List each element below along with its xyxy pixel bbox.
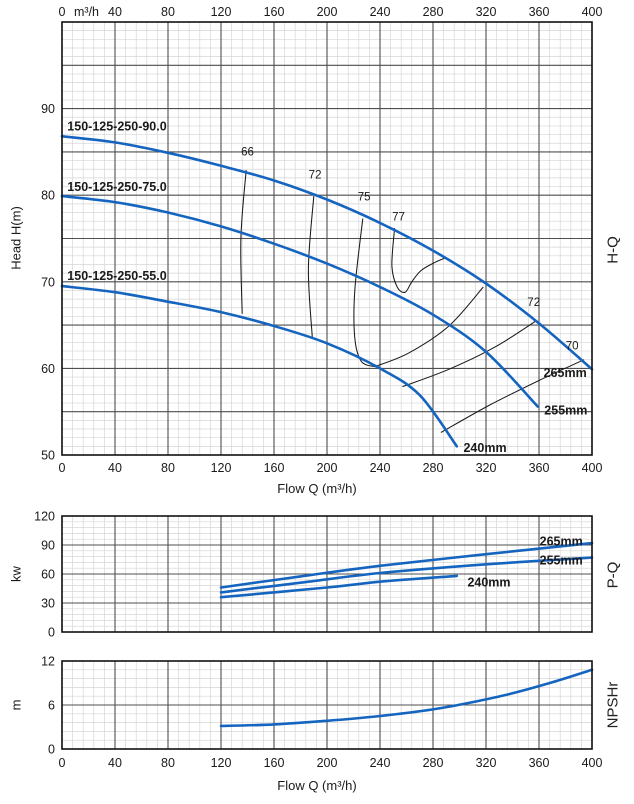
hq-grid-major xyxy=(62,22,592,455)
svg-text:360: 360 xyxy=(528,756,550,770)
hq-model-label-1: 150-125-250-75.0 xyxy=(67,179,167,194)
svg-text:50: 50 xyxy=(41,448,55,463)
svg-text:0: 0 xyxy=(58,5,66,19)
svg-text:200: 200 xyxy=(316,5,338,19)
pq-impeller-label-265mm: 265mm xyxy=(539,534,583,549)
np-plot xyxy=(41,655,602,771)
svg-text:400: 400 xyxy=(581,5,603,19)
svg-text:80: 80 xyxy=(161,461,175,475)
hq-y-tick-labels xyxy=(41,102,55,462)
pq-plot xyxy=(34,510,592,640)
hq-efficiency-contour-77 xyxy=(392,228,446,292)
svg-text:240: 240 xyxy=(369,461,391,475)
svg-text:240: 240 xyxy=(369,5,391,19)
npshr-section-label: NPSHr xyxy=(604,681,622,729)
svg-text:120: 120 xyxy=(210,461,232,475)
svg-text:90: 90 xyxy=(41,538,55,553)
svg-text:70: 70 xyxy=(41,275,55,290)
pq-y-axis-title: kw xyxy=(8,566,24,582)
svg-text:320: 320 xyxy=(475,756,497,770)
hq-efficiency-contour-75 xyxy=(354,219,375,367)
svg-text:30: 30 xyxy=(41,596,55,611)
pq-y-tick-labels xyxy=(34,510,55,640)
svg-text:80: 80 xyxy=(161,756,175,770)
hq-x-tick-labels-bottom xyxy=(59,461,603,475)
svg-text:6: 6 xyxy=(48,698,55,713)
hq-efficiency-contour-66 xyxy=(241,170,246,314)
hq-model-label-2: 150-125-250-55.0 xyxy=(67,269,167,284)
hq-impeller-label-255mm: 255mm xyxy=(544,403,588,418)
svg-text:280: 280 xyxy=(422,756,444,770)
hq-impeller-label-265mm: 265mm xyxy=(543,366,587,381)
pq-impeller-label-240mm: 240mm xyxy=(467,575,511,590)
top-axis-unit: m³/h xyxy=(74,5,99,19)
npshr-x-axis-title: Flow Q (m³/h) xyxy=(277,778,357,793)
svg-text:0: 0 xyxy=(58,756,66,770)
hq-impeller-label-240mm: 240mm xyxy=(463,440,507,455)
svg-text:40: 40 xyxy=(108,5,122,19)
hq-efficiency-label-0: 66 xyxy=(241,146,254,159)
svg-text:0: 0 xyxy=(58,461,66,475)
svg-text:40: 40 xyxy=(108,461,122,475)
svg-text:120: 120 xyxy=(210,756,232,770)
svg-text:360: 360 xyxy=(528,461,550,475)
svg-text:80: 80 xyxy=(41,188,55,203)
hq-efficiency-label-5: 70 xyxy=(565,340,579,353)
svg-text:40: 40 xyxy=(108,756,122,770)
hq-efficiency-contour-72 xyxy=(308,196,313,339)
hq-y-axis-title: Head H(m) xyxy=(8,206,24,270)
hq-plot xyxy=(41,5,602,475)
svg-text:80: 80 xyxy=(161,5,175,19)
svg-text:60: 60 xyxy=(41,567,55,582)
pq-section-label: P-Q xyxy=(604,561,622,589)
np-x-tick-labels-bottom xyxy=(59,756,603,770)
svg-text:160: 160 xyxy=(263,756,285,770)
hq-section-label: H-Q xyxy=(604,236,622,264)
svg-text:400: 400 xyxy=(581,461,603,475)
svg-text:0: 0 xyxy=(48,742,55,757)
svg-text:240: 240 xyxy=(369,756,391,770)
hq-x-tick-labels-top xyxy=(59,5,603,19)
pq-impeller-label-255mm: 255mm xyxy=(539,553,583,568)
svg-text:90: 90 xyxy=(41,102,55,117)
hq-x-axis-title: Flow Q (m³/h) xyxy=(277,481,357,496)
svg-text:320: 320 xyxy=(475,461,497,475)
hq-curve-255mm xyxy=(62,196,541,406)
svg-text:120: 120 xyxy=(34,509,55,524)
np-grid-major xyxy=(62,661,592,749)
hq-efficiency-label-4: 72 xyxy=(527,297,541,310)
hq-model-label-0: 150-125-250-90.0 xyxy=(67,119,167,134)
hq-efficiency-label-1: 72 xyxy=(308,169,322,182)
svg-text:0: 0 xyxy=(48,625,55,640)
svg-text:400: 400 xyxy=(581,756,603,770)
svg-text:320: 320 xyxy=(475,5,497,19)
hq-efficiency-label-3: 77 xyxy=(392,211,405,224)
svg-text:280: 280 xyxy=(422,461,444,475)
svg-text:12: 12 xyxy=(41,654,55,669)
svg-text:160: 160 xyxy=(263,5,285,19)
svg-text:360: 360 xyxy=(528,5,550,19)
svg-text:60: 60 xyxy=(41,361,55,376)
np-y-tick-labels xyxy=(41,655,55,757)
npshr-y-axis-title: m xyxy=(8,699,24,711)
np-curve-NPSHr xyxy=(221,670,592,726)
svg-text:200: 200 xyxy=(316,461,338,475)
svg-text:160: 160 xyxy=(263,461,285,475)
svg-text:200: 200 xyxy=(316,756,338,770)
hq-curve-240mm xyxy=(62,286,457,446)
hq-efficiency-label-2: 75 xyxy=(357,191,371,204)
svg-text:120: 120 xyxy=(210,5,232,19)
svg-text:280: 280 xyxy=(422,5,444,19)
